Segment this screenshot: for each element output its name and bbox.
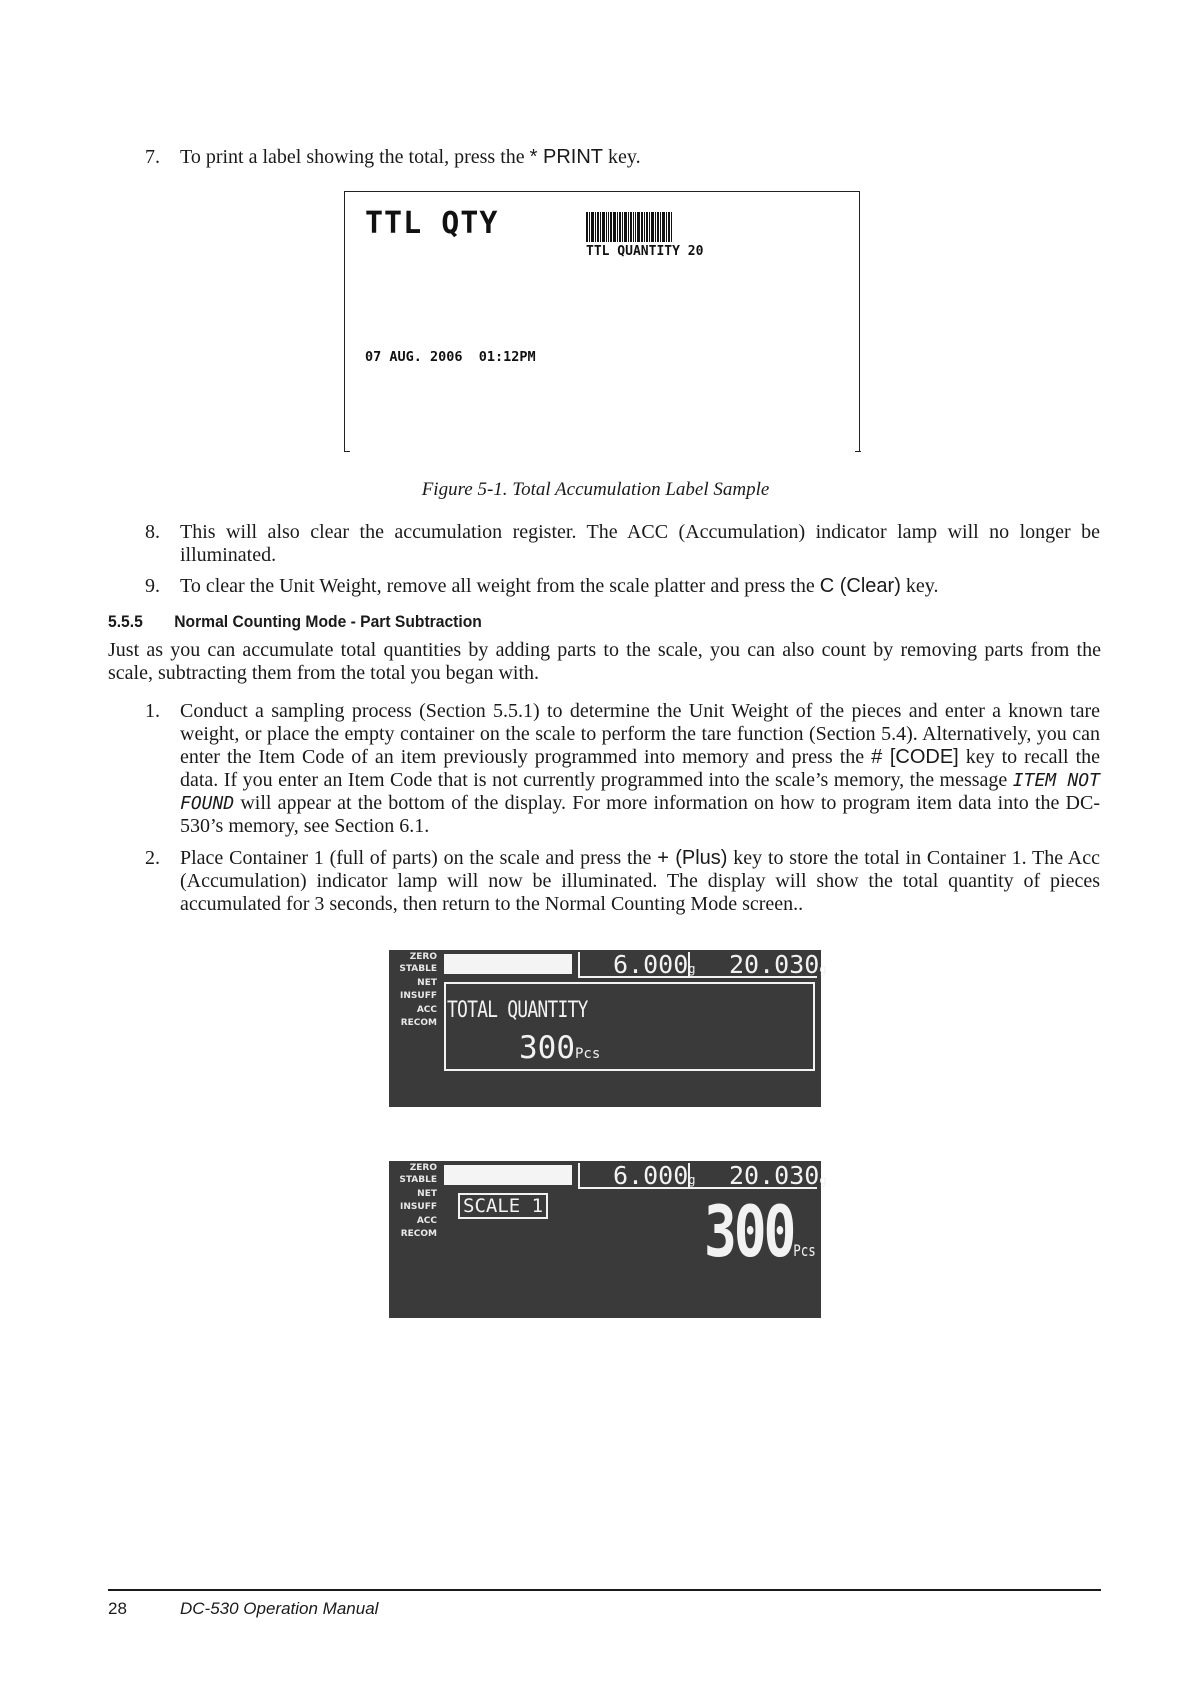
plus-key-name: + (Plus) bbox=[657, 847, 728, 869]
step-9-text-before: To clear the Unit Weight, remove all weight from the scale platter and press the bbox=[180, 575, 820, 597]
section-heading bbox=[108, 612, 482, 632]
step-8-number: 8. bbox=[145, 521, 160, 543]
count-unit: Pcs bbox=[793, 1241, 816, 1260]
count-value: 300 bbox=[704, 1191, 794, 1273]
weight-readout bbox=[613, 1161, 696, 1190]
top-bar-divider bbox=[578, 952, 580, 976]
annunciator-acc: ACC bbox=[416, 1005, 437, 1015]
annunciator-recom: RECOM bbox=[400, 1229, 437, 1239]
weight-value: 6.000 bbox=[613, 1161, 689, 1190]
weight-value: 6.000 bbox=[613, 950, 689, 979]
step-7-number: 7. bbox=[145, 146, 160, 168]
sub-step-1-number: 1. bbox=[145, 700, 160, 722]
count-readout bbox=[704, 1191, 816, 1273]
count-unit: Pcs bbox=[575, 1046, 601, 1062]
annunciator-recom: RECOM bbox=[400, 1018, 437, 1028]
message-frame bbox=[444, 982, 815, 1071]
step-9-number: 9. bbox=[145, 575, 160, 597]
annunciator-stable: STABLE bbox=[399, 1175, 437, 1185]
annunciator-zero: ZERO bbox=[409, 1163, 437, 1173]
total-quantity-message: TOTAL QUANTITY bbox=[447, 998, 588, 1023]
unit-weight-readout bbox=[729, 1161, 827, 1190]
count-readout bbox=[519, 1030, 600, 1066]
sub-step-1-text bbox=[180, 700, 1100, 838]
step-7-text bbox=[180, 146, 1100, 169]
step-9-text-after: key. bbox=[900, 575, 939, 597]
weight-unit: g bbox=[688, 1173, 696, 1187]
top-white-bar bbox=[444, 1165, 572, 1185]
manual-title: DC-530 Operation Manual bbox=[180, 1599, 379, 1618]
step-9-text bbox=[180, 575, 1100, 598]
top-white-bar bbox=[444, 954, 572, 974]
sub-step-2-text-before: Place Container 1 (full of parts) on the scale and press the bbox=[180, 847, 658, 869]
sub-step-1-text-a: Conduct a sampling process (Section 5.5.1) to determine the Unit Weight of the pieces and enter a known tare weight, or place the empty container on the scale to perform the tare function (Section 5.4). Alternatively, you can enter the Item Code of an item previously programmed into memory and press the bbox=[180, 700, 1100, 768]
section-title: Normal Counting Mode - Part Subtraction bbox=[174, 612, 482, 631]
lcd-display-normal-counting bbox=[389, 1161, 827, 1318]
unit-weight-value: 20.030 bbox=[729, 950, 820, 979]
label-corner-right bbox=[855, 451, 861, 453]
scale-label: SCALE 1 bbox=[458, 1193, 548, 1219]
annunciator-insuff: INSUFF bbox=[400, 991, 437, 1001]
sub-step-1-text-c: will appear at the bottom of the display. For more information on how to program item data into the DC-530’s memory, see Section 6.1. bbox=[180, 792, 1100, 837]
annunciator-net: NET bbox=[417, 1189, 437, 1199]
annunciator-acc: ACC bbox=[416, 1216, 437, 1226]
barcode-caption: TTL QUANTITY 20 bbox=[586, 244, 704, 259]
section-intro: Just as you can accumulate total quantities by adding parts to the scale, you can also count by removing parts from the scale, subtracting them from the total you began with. bbox=[108, 639, 1101, 684]
annunciator-zero: ZERO bbox=[409, 952, 437, 962]
section-number: 5.5.5 bbox=[108, 612, 143, 631]
top-bar-divider bbox=[578, 1163, 580, 1187]
lcd-display-total-quantity bbox=[389, 950, 827, 1107]
page-number: 28 bbox=[108, 1599, 127, 1618]
annunciator-stable: STABLE bbox=[399, 964, 437, 974]
annunciator-net: NET bbox=[417, 978, 437, 988]
step-7-text-before: To print a label showing the total, press the bbox=[180, 146, 530, 168]
unit-weight-unit: g bbox=[819, 962, 827, 976]
weight-unit: g bbox=[688, 962, 696, 976]
barcode-graphic bbox=[586, 212, 672, 242]
label-sample bbox=[344, 191, 860, 451]
code-key-name: # [CODE] bbox=[871, 746, 959, 768]
clear-key-name: C (Clear) bbox=[819, 575, 901, 597]
figure-caption: Figure 5-1. Total Accumulation Label Sample bbox=[421, 479, 770, 500]
count-value: 300 bbox=[519, 1030, 575, 1066]
sub-step-2-text-after: key to store the total in Container 1. The Acc (Accumulation) indicator lamp will now be illuminated. The display will show the total quantity of pieces accumulated for 3 seconds, then return to the Normal Counting Mode screen.. bbox=[180, 847, 1100, 915]
unit-weight-readout bbox=[729, 950, 827, 979]
unit-weight-unit: g bbox=[819, 1173, 827, 1187]
step-7-text-after: key. bbox=[602, 146, 641, 168]
annunciator-column bbox=[389, 952, 437, 1032]
sub-step-2-number: 2. bbox=[145, 847, 160, 869]
annunciator-insuff: INSUFF bbox=[400, 1202, 437, 1212]
annunciator-column bbox=[389, 1163, 437, 1243]
footer-rule bbox=[108, 1589, 1101, 1591]
sub-step-2-text bbox=[180, 847, 1100, 916]
step-8-text: This will also clear the accumulation register. The ACC (Accumulation) indicator lamp will no longer be illuminated. bbox=[180, 521, 1100, 566]
label-date-time: 07 AUG. 2006 01:12PM bbox=[365, 349, 536, 365]
label-corner-left bbox=[344, 451, 350, 453]
print-key-name: * PRINT bbox=[529, 146, 603, 168]
item-not-found-message: ITEM NOT FOUND bbox=[180, 770, 1100, 814]
sub-step-1-text-b: key to recall the data. If you enter an Item Code that is not currently programmed into the scale’s memory, the message bbox=[180, 746, 1101, 791]
weight-readout bbox=[613, 950, 696, 979]
unit-weight-value: 20.030 bbox=[729, 1161, 820, 1190]
label-title: TTL QTY bbox=[365, 206, 499, 241]
